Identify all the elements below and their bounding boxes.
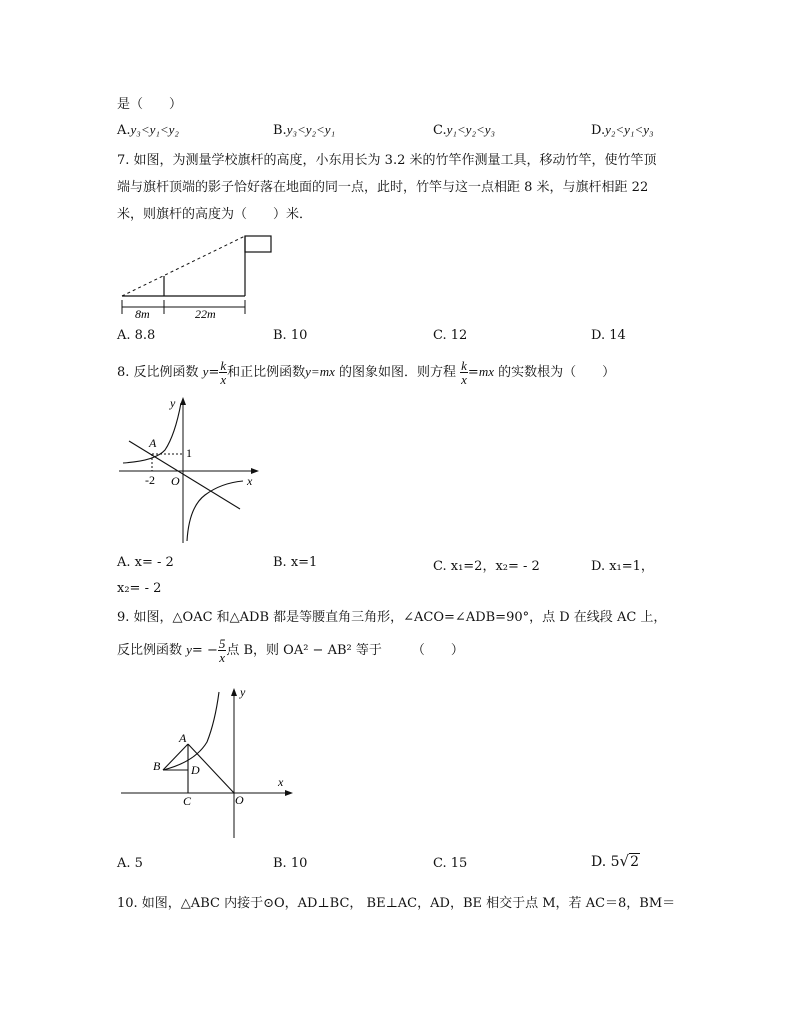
- q10-line1: 10. 如图，△ABC 内接于⊙O，AD⊥BC， BE⊥AC，AD，BE 相交于点 M，若 AC＝8，BM＝: [117, 896, 676, 911]
- hyperbola-branch-lower: [187, 481, 243, 541]
- x-axis-arrow: [285, 790, 293, 796]
- point-c-label: C: [183, 794, 192, 808]
- q8-option-a[interactable]: A. x= - 2: [117, 555, 174, 570]
- origin-label: O: [235, 793, 244, 807]
- q6-option-b[interactable]: B.y₃<y₂<y₁: [273, 122, 336, 138]
- tick-minus2: -2: [145, 473, 155, 487]
- label-22m: 22m: [195, 307, 216, 321]
- q9-graph: [115, 682, 300, 842]
- q9-option-a[interactable]: A. 5: [117, 856, 143, 871]
- q9-option-c[interactable]: C. 15: [433, 856, 468, 871]
- q7-line2: 端与旗杆顶端的影子恰好落在地面的同一点，此时，竹竿与这一点相距 8 米，与旗杆相距 22: [117, 180, 649, 195]
- point-a-label: A: [149, 436, 157, 450]
- y-axis-label: y: [170, 396, 176, 410]
- q7-line3: 米，则旗杆的高度为（ ）米．: [117, 207, 313, 222]
- label-8m: 8m: [135, 307, 150, 321]
- point-d-label: D: [191, 763, 200, 777]
- q7-option-a[interactable]: A. 8.8: [117, 328, 156, 343]
- q7-line1: 7. 如图，为测量学校旗杆的高度，小东用长为 3.2 米的竹竿作测量工具，移动竹竿，使竹竿顶: [117, 153, 657, 168]
- q8-stem: 8. 反比例函数 y= $\frac{k}{x}$ 和正比例函数y=mx 的图象如图．则方程 $\frac{k}{x}$ =mx 的实数根为（ ）: [117, 358, 616, 387]
- q6-option-a[interactable]: A.y₃<y₁<y₂: [117, 122, 179, 138]
- point-a-label: A: [179, 731, 187, 745]
- q7-option-c[interactable]: C. 12: [433, 328, 468, 343]
- q8-option-d-cont: x₂= - 2: [117, 581, 162, 596]
- q9-line2: 反比例函数 y= − $\frac{5}{x}$ 点 B，则 OA² − AB² 等于 （ ）: [117, 636, 464, 665]
- q9-option-b[interactable]: B. 10: [273, 856, 308, 871]
- q6-option-c[interactable]: C.y₁<y₂<y₃: [433, 122, 496, 138]
- q7-option-b[interactable]: B. 10: [273, 328, 308, 343]
- y-axis-arrow: [231, 688, 237, 696]
- hyperbola-branch: [163, 692, 219, 770]
- flag: [245, 236, 271, 252]
- q7-flagpole-figure: [115, 228, 280, 322]
- x-axis-label: x: [247, 474, 253, 488]
- q6-option-d[interactable]: D.y₂<y₁<y₃: [591, 122, 654, 138]
- q6-stem-end: 是（ ）: [117, 97, 183, 112]
- q9-line1: 9. 如图，△OAC 和△ADB 都是等腰直角三角形，∠ACO=∠ADB=90°，点 D 在线段 AC 上，: [117, 610, 667, 625]
- q8-option-b[interactable]: B. x=1: [273, 555, 318, 570]
- y-axis-label: y: [240, 685, 246, 699]
- q8-option-d[interactable]: D. x₁=1，: [591, 559, 654, 574]
- point-b-label: B: [153, 759, 161, 773]
- x-axis-label: x: [278, 775, 284, 789]
- shadow-ray: [122, 236, 245, 296]
- q8-option-c[interactable]: C. x₁=2，x₂= - 2: [433, 559, 540, 574]
- q8-graph: [115, 395, 265, 547]
- origin-label: O: [171, 474, 180, 488]
- q7-option-d[interactable]: D. 14: [591, 328, 626, 343]
- tick-1: 1: [186, 446, 192, 460]
- q9-option-d[interactable]: D. 5√2: [591, 852, 640, 870]
